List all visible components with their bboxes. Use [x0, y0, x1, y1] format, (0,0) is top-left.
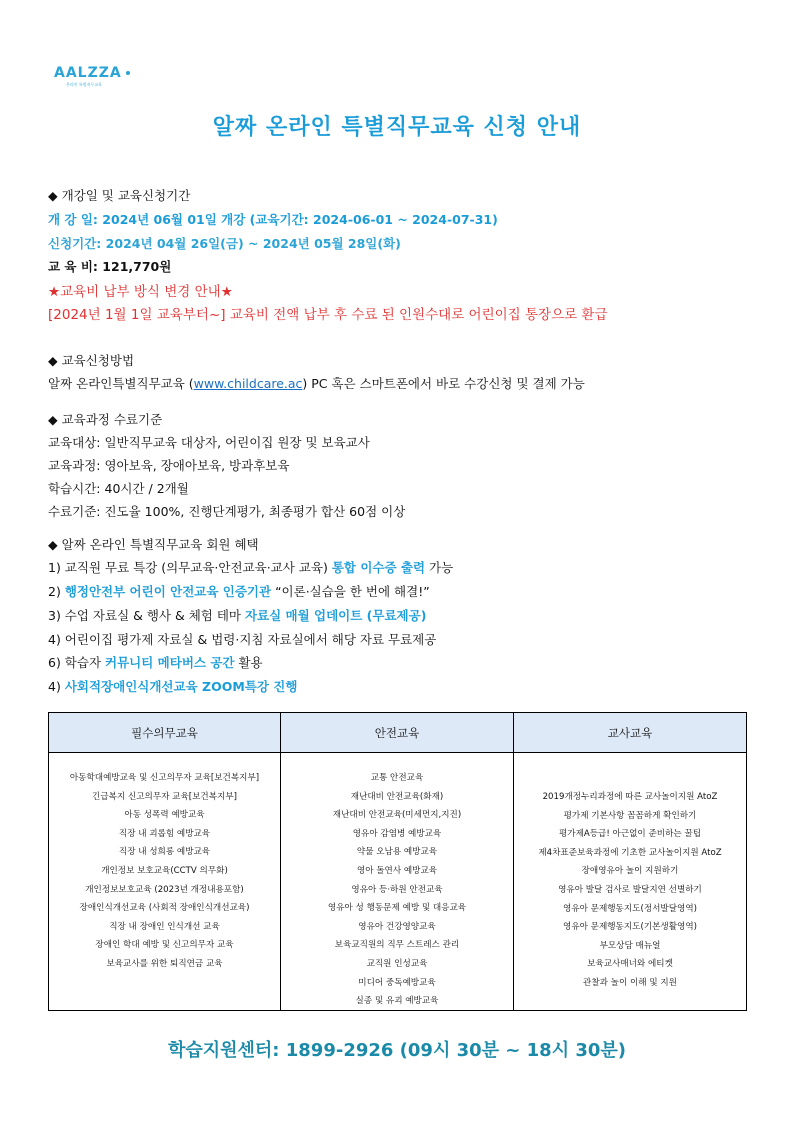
- table-cell-item: 영유아 감염병 예방교육: [352, 828, 442, 839]
- course-table: [48, 712, 747, 1011]
- site-link[interactable]: www.childcare.ac: [193, 376, 303, 391]
- apply-period-line: [48, 234, 401, 252]
- table-cell-item: 개인정보보호교육 (2023년 개정내용포함): [85, 884, 244, 895]
- table-cell-item: 평가제 기본사항 꼼꼼하게 확인하기: [563, 810, 697, 821]
- table-cell-item: 약물 오남용 예방교육: [356, 847, 438, 858]
- benefit-highlight: 행정안전부 어린이 안전교육 인증기관: [64, 584, 272, 599]
- table-cell-item: 장애영유아 놀이 지원하기: [581, 866, 679, 877]
- table-cell-item: 영유아 등·하원 안전교육: [351, 884, 443, 895]
- open-date-line: [48, 210, 498, 228]
- apply-method-before: 알짜 온라인특별직무교육 (: [48, 376, 194, 391]
- benefit-text: 4): [48, 679, 61, 694]
- benefit-highlight: 통합 이수증 출력: [331, 560, 426, 575]
- benefit-item: 4) 어린이집 평가제 자료실 & 법령·지침 자료실에서 해당 자료 무료제공: [48, 632, 437, 647]
- table-cell-item: 아동학대예방교육 및 신고의무자 교육[보건복지부]: [69, 773, 260, 783]
- benefit-item: [48, 677, 297, 695]
- completion-criteria: 수료기준: 진도율 100%, 진행단계평가, 최종평가 합산 60점 이상: [48, 504, 406, 519]
- fee-line: [48, 257, 171, 275]
- table-cell-item: 영유아 발달 검사로 발달지연 선별하기: [558, 884, 702, 895]
- table-cell-item: 보육교사를 위한 퇴직연금 교육: [106, 958, 223, 969]
- payment-change-notice: ★교육비 납부 방식 변경 안내★: [48, 284, 233, 300]
- section-header-completion: ◆ 교육과정 수료기준: [48, 412, 163, 427]
- table-cell-item: 개인정보 보호교육(CCTV 의무화): [101, 865, 228, 876]
- benefit-text: 3) 수업 자료실 & 행사 & 체험 테마: [48, 608, 241, 623]
- benefit-text: 6) 학습자: [48, 655, 102, 670]
- benefit-item: [48, 653, 263, 671]
- table-cell-item: 재난대비 안전교육(화재): [350, 791, 444, 802]
- benefit-item: [48, 582, 430, 600]
- table-cell-item: 장애인식개선교육 (사회적 장애인식개선교육): [79, 903, 250, 914]
- completion-target: 교육대상: 일반직무교육 대상자, 어린이집 원장 및 보육교사: [48, 435, 370, 450]
- table-cell-item: 직장 내 장애인 인식개선 교육: [109, 921, 220, 932]
- table-header-safety: 안전교육: [281, 713, 514, 753]
- table-cell-item: 교통 안전교육: [370, 773, 424, 783]
- table-column-safety: [281, 753, 514, 1011]
- table-cell-item: 관찰과 놀이 이해 및 지원: [583, 977, 677, 988]
- benefit-text: “이론·실습을 한 번에 해결!”: [275, 584, 430, 599]
- table-cell-item: 교직원 인성교육: [366, 958, 428, 969]
- benefit-text: 활용: [238, 655, 263, 670]
- support-center-footer: 학습지원센터: 1899-2926 (09시 30분 ~ 18시 30분): [167, 1040, 627, 1061]
- apply-period-value: 2024년 04월 26일(금) ~ 2024년 05월 28일(화): [105, 236, 401, 251]
- open-date-label: 개 강 일:: [48, 212, 98, 227]
- apply-method-after: ) PC 혹은 스마트폰에서 바로 수강신청 및 결제 가능: [302, 376, 585, 391]
- table-cell-item: 재난대비 안전교육(미세먼지,지진): [332, 810, 462, 821]
- benefit-text: 1) 교직원 무료 특강 (의무교육·안전교육·교사 교육): [48, 560, 328, 575]
- table-cell-item: 영유아 건강영양교육: [358, 921, 436, 932]
- table-header-required: 필수의무교육: [49, 713, 281, 753]
- section-header-schedule: ◆ 개강일 및 교육신청기간: [48, 188, 191, 203]
- table-cell-item: 긴급복지 신고의무자 교육[보건복지부]: [92, 791, 237, 802]
- benefit-highlight: 커뮤니티 메타버스 공간: [105, 655, 235, 670]
- table-column-teacher: [514, 753, 746, 1011]
- table-cell-item: 미디어 중독예방교육: [358, 977, 436, 988]
- section-header-benefits: ◆ 알짜 온라인 특별직무교육 회원 혜택: [48, 537, 259, 552]
- apply-period-label: 신청기간:: [48, 236, 102, 251]
- table-header-teacher: 교사교육: [514, 713, 746, 753]
- table-cell-item: 2019개정누리과정에 따른 교사놀이지원 AtoZ: [542, 792, 718, 802]
- apply-method-text: [48, 374, 585, 392]
- logo-subtitle: 온라인 특별직무교육: [66, 82, 103, 87]
- table-cell-item: 부모상담 매뉴얼: [599, 940, 661, 951]
- table-cell-item: 직장 내 괴롭힘 예방교육: [118, 828, 211, 839]
- benefit-highlight: 사회적장애인식개선교육 ZOOM특강 진행: [64, 679, 298, 694]
- table-cell-item: 보육교사매너와 에티켓: [587, 959, 673, 970]
- logo-name: AALZZA: [54, 65, 122, 81]
- completion-course: 교육과정: 영아보육, 장애아보육, 방과후보육: [48, 458, 290, 473]
- logo: [54, 62, 130, 88]
- benefit-highlight: 자료실 매월 업데이트 (무료제공): [244, 608, 427, 623]
- table-cell-item: 보육교직원의 직무 스트레스 관리: [334, 940, 460, 951]
- fee-label: 교 육 비:: [48, 259, 98, 274]
- benefit-item: [48, 558, 453, 576]
- section-header-apply-method: ◆ 교육신청방법: [48, 353, 135, 368]
- benefit-text: 2): [48, 584, 61, 599]
- table-cell-item: 아동 성폭력 예방교육: [124, 810, 205, 821]
- fee-value: 121,770원: [102, 259, 172, 274]
- table-cell-item: 영유아 성 행동문제 예방 및 대응교육: [327, 903, 467, 914]
- table-cell-item: 직장 내 성희롱 예방교육: [118, 847, 211, 858]
- table-cell-item: 실종 및 유괴 예방교육: [355, 996, 439, 1007]
- completion-hours: 학습시간: 40시간 / 2개월: [48, 481, 189, 496]
- table-cell-item: 영유아 문제행동지도(기본생활영역): [563, 922, 697, 933]
- table-cell-item: 장애인 학대 예방 및 신고의무자 교육: [95, 940, 234, 951]
- benefit-item: [48, 606, 426, 624]
- open-date-value: 2024년 06월 01일 개강 (교육기간: 2024-06-01 ~ 2024-07-31): [102, 212, 498, 227]
- logo-dot-icon: [126, 71, 130, 75]
- refund-notice: [2024년 1월 1일 교육부터~] 교육비 전액 납부 후 수료 된 인원수대로 어린이집 통장으로 환급: [48, 307, 608, 323]
- page-title: 알짜 온라인 특별직무교육 신청 안내: [212, 115, 582, 140]
- table-cell-item: 제4차표준보육과정에 기초한 교사놀이지원 AtoZ: [538, 847, 722, 858]
- table-cell-item: 영유아 문제행동지도(정서발달영역): [563, 903, 697, 914]
- table-cell-item: 평가제A등급! 아근없이 준비하는 꿀팁: [558, 829, 702, 840]
- table-column-required: [49, 753, 281, 1011]
- benefit-text: 가능: [429, 560, 454, 575]
- table-cell-item: 영아 돌연사 예방교육: [356, 865, 438, 876]
